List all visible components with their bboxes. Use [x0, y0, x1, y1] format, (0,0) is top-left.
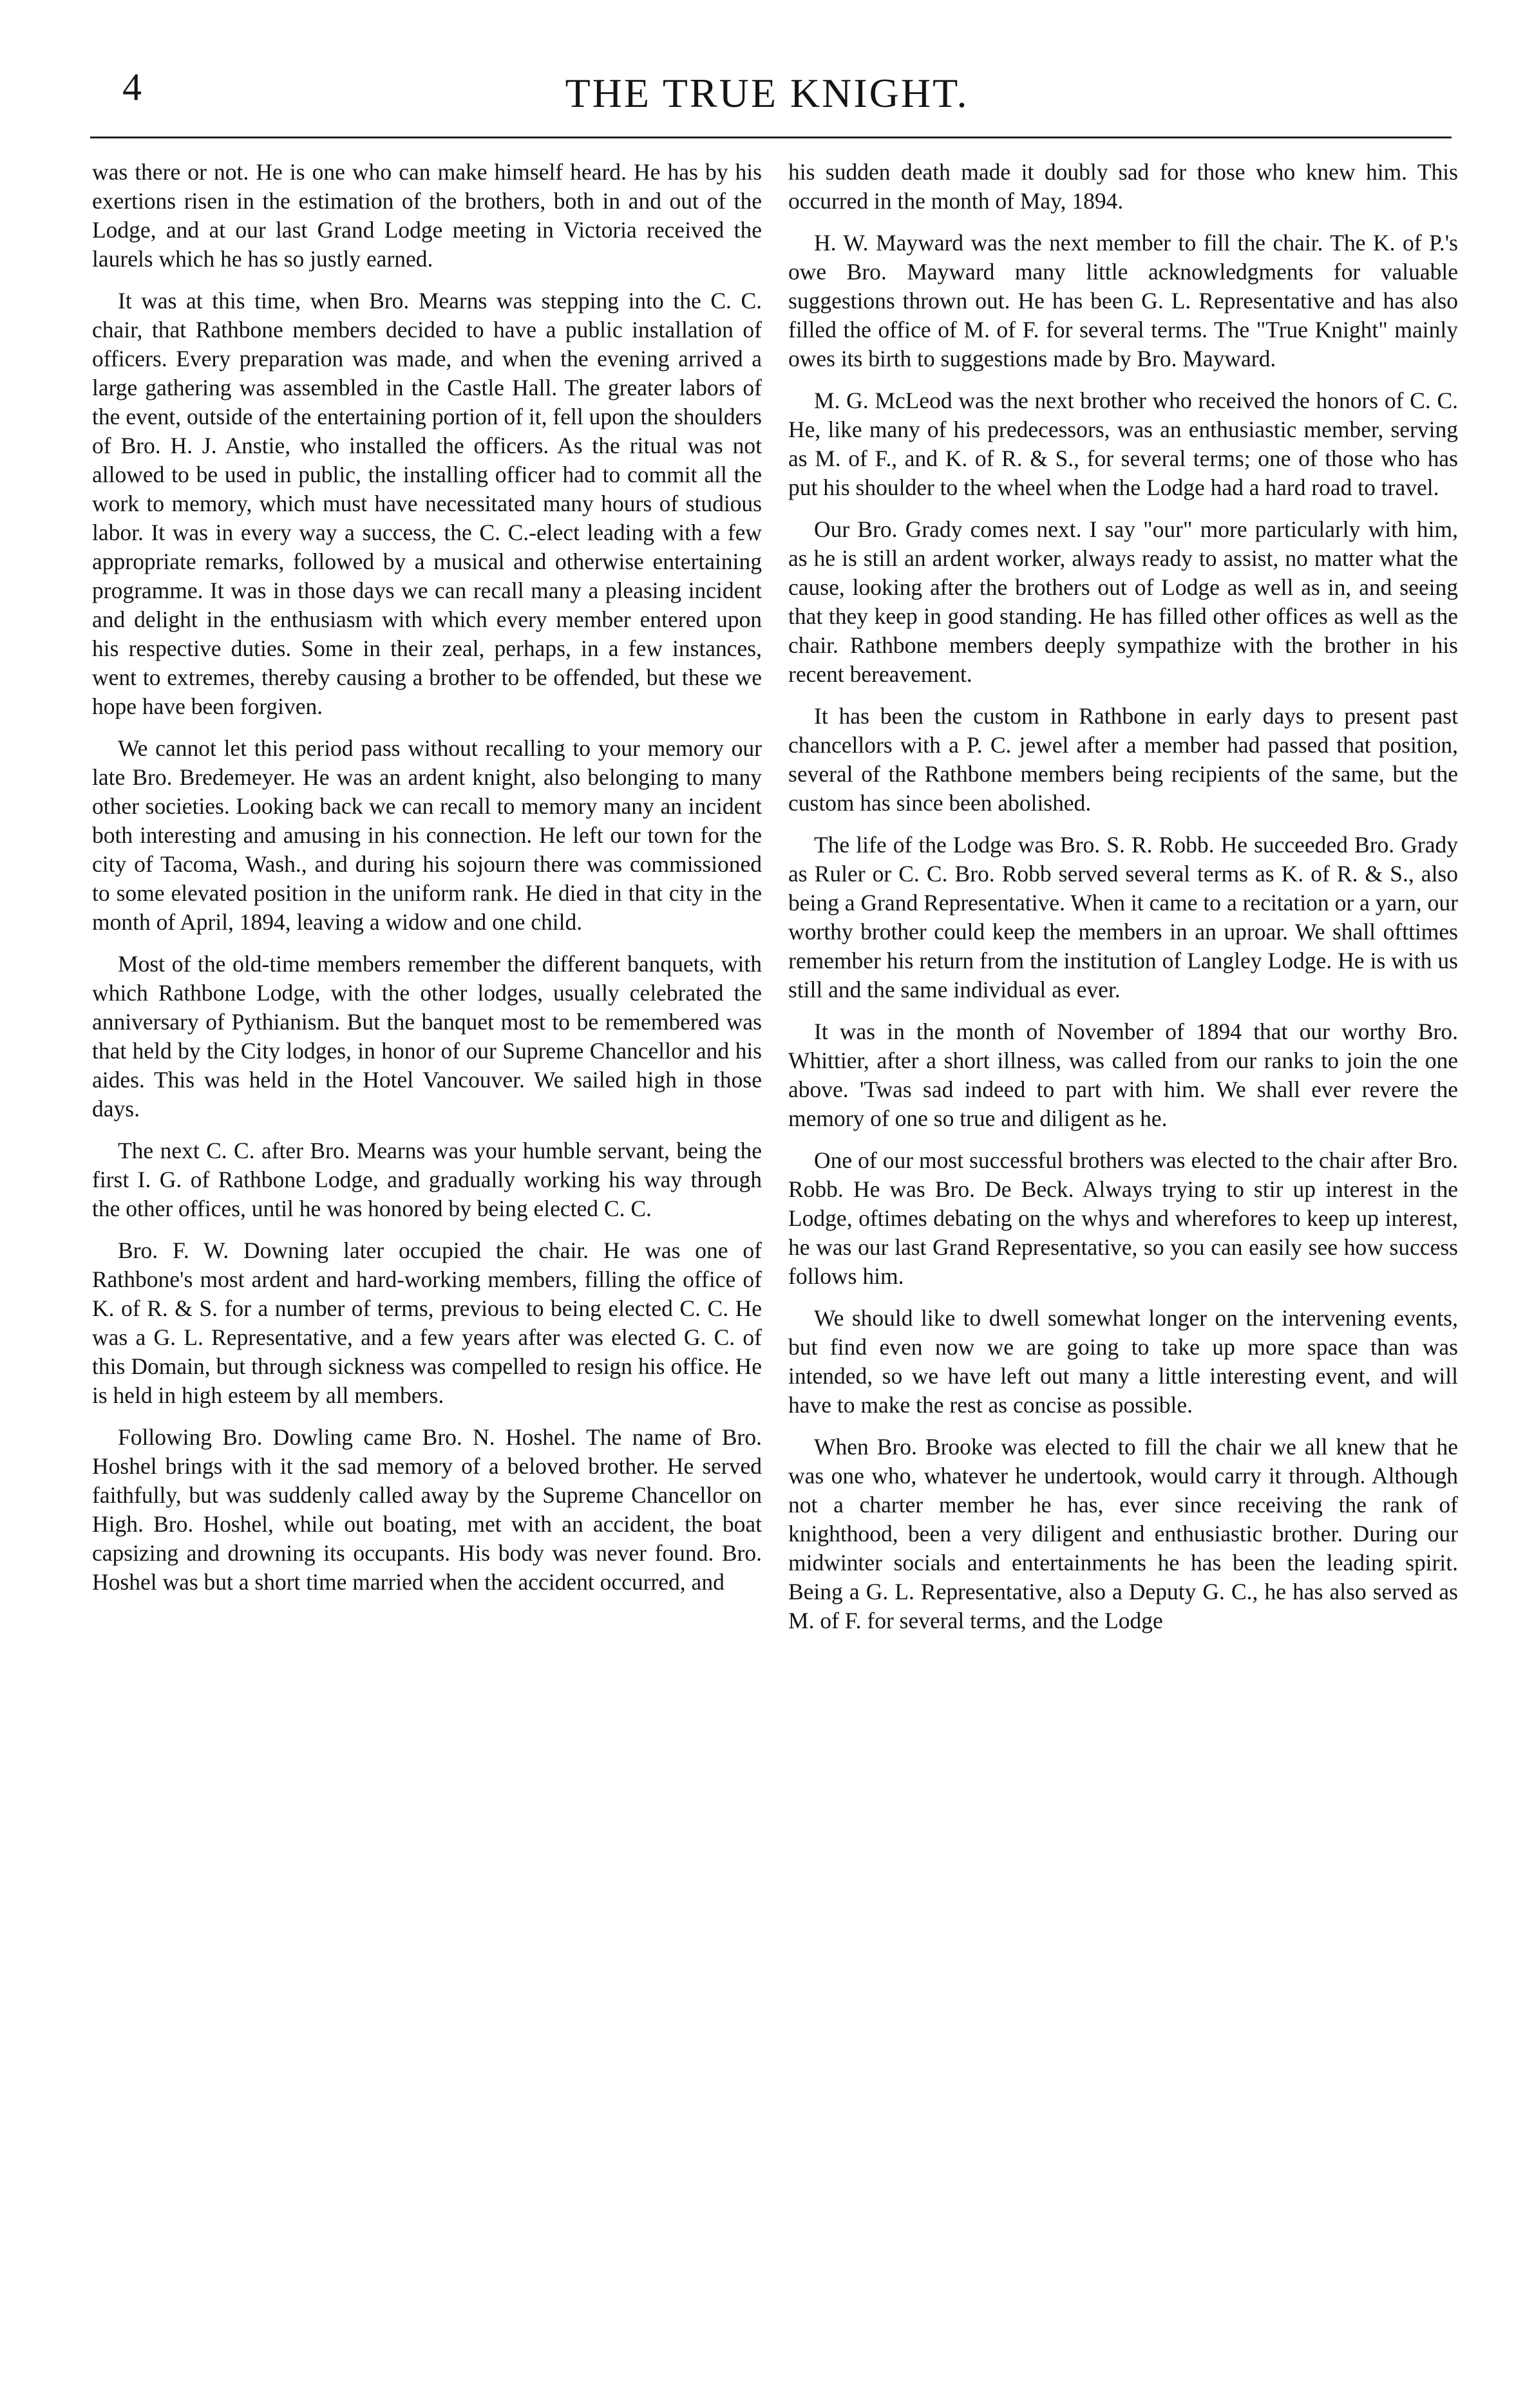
paragraph: H. W. Mayward was the next member to fill the chair. The K. of P.'s owe Bro. Mayward many little acknowledgments for valuable suggestions thrown out. He has been G. L. Representative and has also filled the office of M. of F. for several terms. The "True Knight" mainly owes its birth to suggestions made by Bro. Mayward. — [788, 230, 1458, 372]
paragraph: Most of the old-time members remember the different banquets, with which Rathbone Lodge, with the other lodges, usually celebrated the anniversary of Pythianism. But the banquet most to be remembered was that held by the City lodges, in honor of our Supreme Chancellor and his aides. This was held in the Hotel Vancouver. We sailed high in those days. — [92, 951, 762, 1122]
page-number: 4 — [122, 66, 142, 108]
header-rule — [90, 136, 1452, 138]
paragraph: Bro. F. W. Downing later occupied the chair. He was one of Rathbone's most ardent and hard-working members, filling the office of K. of R. & S. for a number of terms, previous to being elected C. C. He was a G. L. Representative, and a few years after was elected G. C. of this Domain, but through sickness was compelled to resign his office. He is held in high esteem by all members. — [92, 1237, 762, 1408]
paragraph: It was in the month of November of 1894 that our worthy Bro. Whittier, after a short illness, was called from our ranks to join the one above. 'Twas sad indeed to part with him. We shall ever revere the memory of one so true and diligent as he. — [788, 1019, 1458, 1131]
paragraph: M. G. McLeod was the next brother who received the honors of C. C. He, like many of his predecessors, was an enthusiastic member, serving as M. of F., and K. of R. & S., for several terms; one of those who has put his shoulder to the wheel when the Lodge had a hard road to travel. — [788, 388, 1458, 500]
paragraph: It has been the custom in Rathbone in early days to present past chancellors with a P. C. jewel after a member had passed that position, several of the Rathbone members being recipients of the same, but the custom has since been abolished. — [788, 703, 1458, 816]
right-column — [788, 158, 1458, 2373]
paragraph: his sudden death made it doubly sad for those who knew him. This occurred in the month of May, 1894. — [788, 159, 1458, 214]
paragraph: It was at this time, when Bro. Mearns was stepping into the C. C. chair, that Rathbone members decided to have a public installation of officers. Every preparation was made, and when the evening arrived a large gathering was assembled in the Castle Hall. The greater labors of the event, outside of the entertaining portion of it, fell upon the shoulders of Bro. H. J. Anstie, who installed the officers. As the ritual was not allowed to be used in public, the installing officer had to commit all the work to memory, which must have necessitated many hours of studious labor. It was in every way a success, the C. C.-elect leading with a few appropriate remarks, followed by a musical and otherwise entertaining programme. It was in those days we can recall many a pleasing incident and delight in the enthusiasm with which every member entered upon his respective duties. Some in their zeal, perhaps, in a few instances, went to extremes, thereby causing a brother to be offended, but these we hope have been forgiven. — [92, 288, 762, 719]
paragraph: One of our most successful brothers was elected to the chair after Bro. Robb. He was Bro. De Beck. Always trying to stir up interest in the Lodge, oftimes debating on the whys and wherefores to keep up interest, he was our last Grand Representative, so you can easily see how success follows him. — [788, 1147, 1458, 1289]
paragraph: The next C. C. after Bro. Mearns was your humble servant, being the first I. G. of Rathbone Lodge, and gradually working his way through the other offices, until he was honored by being elected C. C. — [92, 1138, 762, 1221]
paragraph: Our Bro. Grady comes next. I say "our" more particularly with him, as he is still an ardent worker, always ready to assist, no matter what the cause, looking after the brothers out of Lodge as well as in, and seeing that they keep in good standing. He has filled other offices as well as the chair. Rathbone members deeply sympathize with the brother in his recent bereavement. — [788, 516, 1458, 687]
page-title: THE TRUE KNIGHT. — [565, 70, 969, 116]
paragraph: was there or not. He is one who can make himself heard. He has by his exertions risen in the estimation of the brothers, both in and out of the Lodge, and at our last Grand Lodge meeting in Victoria received the laurels which he has so justly earned. — [92, 159, 762, 272]
paragraph: When Bro. Brooke was elected to fill the chair we all knew that he was one who, whatever he undertook, would carry it through. Although not a charter member he has, ever since receiving the rank of knighthood, been a very diligent and enthusiastic brother. During our midwinter socials and entertainments he has been the leading spirit. Being a G. L. Representative, also a Deputy G. C., he has also served as M. of F. for several terms, and the Lodge — [788, 1434, 1458, 1633]
paragraph: Following Bro. Dowling came Bro. N. Hoshel. The name of Bro. Hoshel brings with it the sad memory of a beloved brother. He served faithfully, but was suddenly called away by the Supreme Chancellor on High. Bro. Hoshel, while out boating, met with an accident, the boat capsizing and drowning its occupants. His body was never found. Bro. Hoshel was but a short time married when the accident occurred, and — [92, 1424, 762, 1595]
paragraph: We should like to dwell somewhat longer on the intervening events, but find even now we are going to take up more space than was intended, so we have left out many a little interesting event, and will have to make the rest as concise as possible. — [788, 1305, 1458, 1418]
paragraph: We cannot let this period pass without recalling to your memory our late Bro. Bredemeyer. He was an ardent knight, also belonging to many other societies. Looking back we can recall to memory many an incident both interesting and amusing in his connection. He left our town for the city of Tacoma, Wash., and during his sojourn there was commissioned to some elevated position in the uniform rank. He died in that city in the month of April, 1894, leaving a widow and one child. — [92, 735, 762, 935]
paragraph: The life of the Lodge was Bro. S. R. Robb. He succeeded Bro. Grady as Ruler or C. C. Bro. Robb served several terms as K. of R. & S., also being a Grand Representative. When it came to a recitation or a yarn, our worthy brother could keep the members in an uproar. We shall ofttimes remember his return from the institution of Langley Lodge. He is with us still and the same individual as ever. — [788, 832, 1458, 1002]
left-column — [92, 158, 762, 2373]
